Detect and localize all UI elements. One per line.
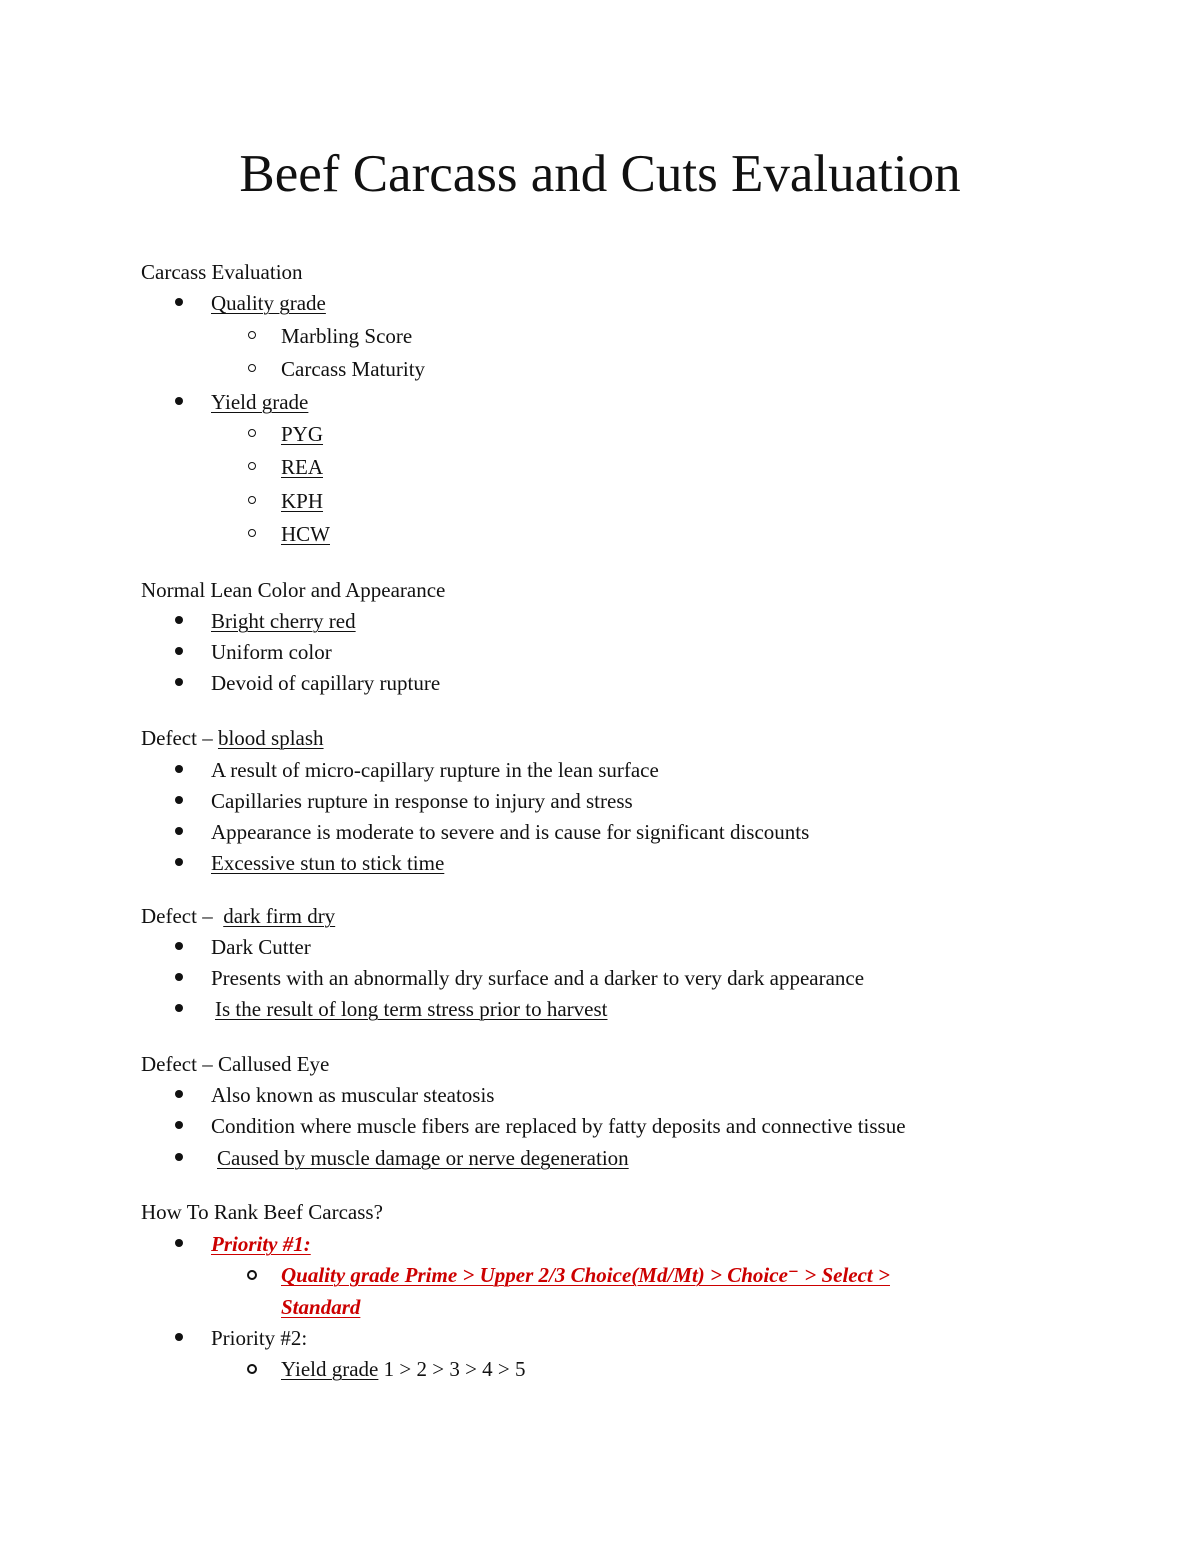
item-quality-grade: Quality grade: [211, 291, 326, 315]
priority-2-yield-order: [281, 1354, 526, 1384]
list-item: Appearance is moderate to severe and is cause for significant discounts: [211, 820, 810, 844]
sub-bullet-icon: [248, 496, 256, 504]
bullet-icon: [175, 298, 183, 306]
list-item: Caused by muscle damage or nerve degeneration: [217, 1146, 629, 1170]
bullet-icon: [175, 1004, 183, 1012]
bullet-icon: [175, 616, 183, 624]
heading-term: dark firm dry: [223, 904, 336, 928]
bullet-icon: [175, 678, 183, 686]
sub-bullet-icon: [248, 462, 256, 470]
item-rea: REA: [281, 455, 323, 479]
sub-bullet-icon: [248, 429, 256, 437]
list-item: A result of micro-capillary rupture in the lean surface: [211, 758, 659, 782]
section-heading-blood-splash: [141, 723, 324, 753]
bullet-icon: [175, 1239, 183, 1247]
section-heading-callused-eye: Defect – Callused Eye: [141, 1052, 330, 1076]
list-item: Excessive stun to stick time: [211, 851, 445, 875]
bullet-icon: [175, 827, 183, 835]
bullet-icon: [175, 397, 183, 405]
bullet-icon: [175, 1333, 183, 1341]
sub-bullet-icon: [248, 529, 256, 537]
list-item: Condition where muscle fibers are replaced by fatty deposits and connective tissue: [211, 1114, 906, 1138]
item-hcw: HCW: [281, 522, 330, 546]
sub-bullet-icon: [247, 1270, 257, 1280]
heading-prefix: Defect –: [141, 904, 224, 928]
section-heading-carcass-evaluation: Carcass Evaluation: [141, 260, 303, 284]
bullet-icon: [175, 1090, 183, 1098]
bullet-icon: [175, 858, 183, 866]
document-title: Beef Carcass and Cuts Evaluation: [239, 145, 961, 203]
bullet-icon: [175, 796, 183, 804]
priority-1-label: Priority #1:: [211, 1232, 311, 1256]
list-item: Also known as muscular steatosis: [211, 1083, 495, 1107]
item-kph: KPH: [281, 489, 324, 513]
item-pyg: PYG: [281, 422, 324, 446]
sub-bullet-icon: [248, 331, 256, 339]
list-item: Dark Cutter: [211, 935, 311, 959]
section-heading-dark-firm-dry: [141, 901, 335, 931]
section-heading-how-to-rank: How To Rank Beef Carcass?: [141, 1200, 383, 1224]
section-heading-normal-lean: Normal Lean Color and Appearance: [141, 578, 446, 602]
item-marbling-score: Marbling Score: [281, 324, 413, 348]
list-item: Bright cherry red: [211, 609, 356, 633]
item-carcass-maturity: Carcass Maturity: [281, 357, 426, 381]
sub-bullet-icon: [248, 364, 256, 372]
bullet-icon: [175, 647, 183, 655]
bullet-icon: [175, 973, 183, 981]
priority-1-quality-order: Quality grade Prime > Upper 2/3 Choice(Md/Mt) > Choice⁻ > Select >: [281, 1263, 890, 1287]
yield-grade-order: 1 > 2 > 3 > 4 > 5: [378, 1357, 526, 1381]
list-item: Devoid of capillary rupture: [211, 671, 441, 695]
list-item: Is the result of long term stress prior to harvest: [215, 997, 608, 1021]
yield-grade-label: Yield grade: [281, 1357, 379, 1381]
list-item: Presents with an abnormally dry surface and a darker to very dark appearance: [211, 966, 865, 990]
bullet-icon: [175, 765, 183, 773]
heading-prefix: Defect –: [141, 726, 218, 750]
heading-term: blood splash: [217, 726, 324, 750]
list-item: Uniform color: [211, 640, 332, 664]
list-item: Capillaries rupture in response to injury and stress: [211, 789, 633, 813]
bullet-icon: [175, 1153, 183, 1161]
sub-bullet-icon: [247, 1364, 257, 1374]
bullet-icon: [175, 1121, 183, 1129]
priority-2-label: Priority #2:: [211, 1326, 308, 1350]
priority-1-quality-order-continued: Standard: [281, 1295, 361, 1319]
bullet-icon: [175, 942, 183, 950]
item-yield-grade: Yield grade: [211, 390, 309, 414]
